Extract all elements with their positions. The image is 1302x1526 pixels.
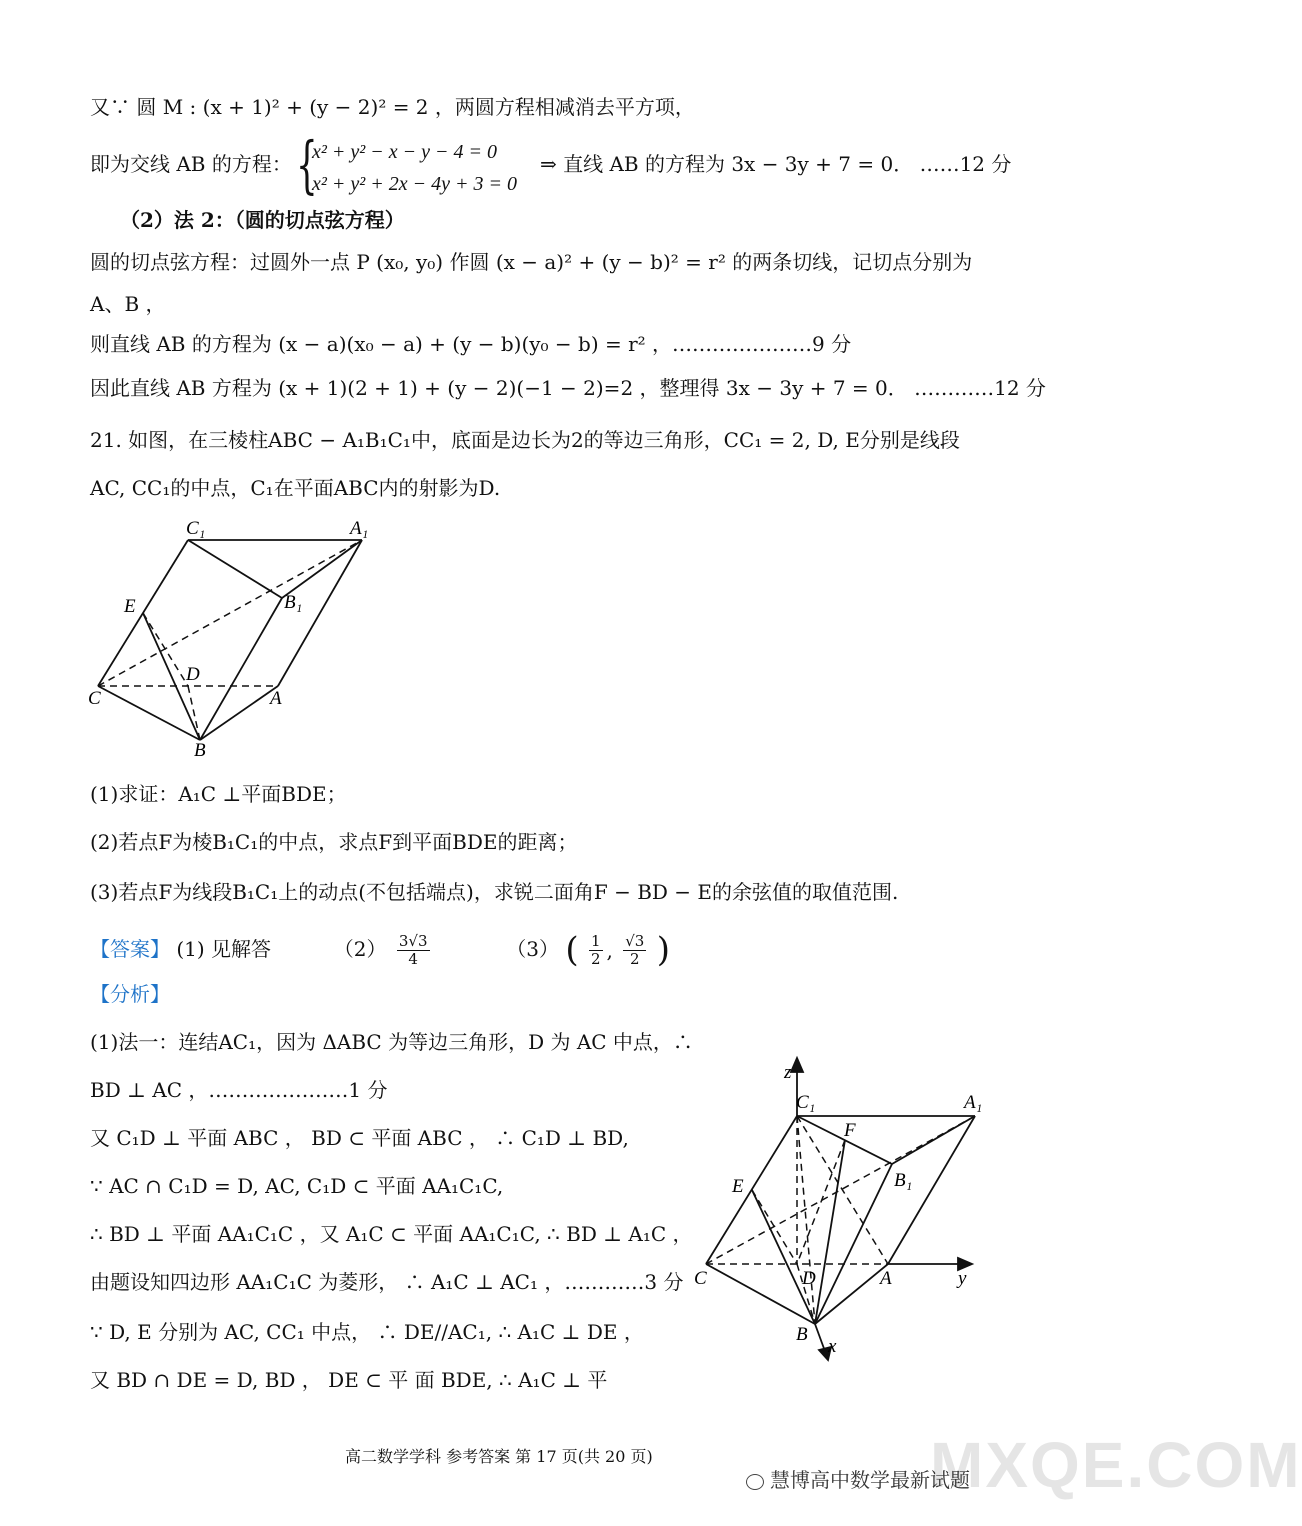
question-21-line1: 21. 如图，在三棱柱ABC − A₁B₁C₁中，底面是边长为2的等边三角形，CC₁ = 2, D, E分别是线段 [90,428,960,452]
line-intersection-prefix: 即为交线 AB 的方程： [90,152,292,176]
label-b: B [796,1324,808,1345]
label-a1: A₁ [350,518,369,539]
solution-line-2: BD ⊥ AC ，…………………1 分 [90,1078,388,1102]
answer-3-a-den: 2 [590,949,601,968]
line-circle-m: 又∵ 圆 M : (x + 1)² + (y − 2)² = 2 ，两圆方程相减消去平方项， [90,95,695,119]
label-d: D [186,664,200,685]
analysis-tag: 【分析】 [90,982,170,1006]
answer-tag: 【答案】 [90,936,170,961]
edge-eb [752,1190,815,1324]
edge-ab [200,686,278,740]
answer-2-den: 4 [408,949,418,968]
page-footer: 高二数学学科 参考答案 第 17 页(共 20 页) [345,1447,653,1466]
label-c: C [88,688,101,709]
label-a: A [880,1268,892,1289]
label-a1: A₁ [964,1092,983,1113]
wechat-icon [746,1474,764,1490]
solution-line-1: (1)法一：连结AC₁，因为 ΔABC 为等边三角形，D 为 AC 中点，∴ [90,1030,693,1054]
line-ab-general: 则直线 AB 的方程为 (x − a)(x₀ − a) + (y − b)(y₀ − b) = r² ，…………………9 分 [90,332,852,356]
edge-db-hidden [188,686,200,740]
question-21-line2: AC, CC₁的中点，C₁在平面ABC内的射影为D. [90,476,501,500]
answer-2-num: 3√3 [398,931,428,950]
edge-ed-hidden [143,613,188,686]
edge-ca1-hidden [98,540,362,686]
edge-a1a [278,540,362,686]
solution-line-3: 又 C₁D ⊥ 平面 ABC ， BD ⊂ 平面 ABC ， ∴ C₁D ⊥ BD, [90,1126,629,1150]
edge-b1b [200,598,282,740]
answer-3-fraction-a [589,933,603,969]
label-c1: C₁ [796,1092,816,1113]
label-b1: B₁ [284,592,303,613]
edge-ab [815,1264,888,1324]
label-e: E [732,1176,744,1197]
answer-1: (1) 见解答 [176,936,272,961]
label-y: y [958,1268,967,1289]
method2-heading: （2）法 2：（圆的切点弦方程） [120,208,405,232]
edge-cb [98,686,200,740]
line-tangent-chord: 圆的切点弦方程：过圆外一点 P (x₀, y₀) 作圆 (x − a)² + (y − b)² = r² 的两条切线，记切点分别为 [90,250,973,274]
prism-figure [80,512,400,772]
label-d: D [802,1268,816,1289]
label-b: B [194,740,206,761]
solution-line-8: 又 BD ∩ DE = D, BD ， DE ⊂ 平 面 BDE, ∴ A₁C ⊥ 平 [90,1368,608,1392]
answer-2-fraction [397,933,430,969]
label-c1: C₁ [186,518,206,539]
equation-1: x² + y² − x − y − 4 = 0 [312,141,497,163]
answer-3-label: （3） [506,936,559,961]
subquestion-3: (3)若点F为线段B₁C₁上的动点(不包括端点)，求锐二面角F − BD − E的余弦值的取值范围. [90,880,899,904]
line-intersection-result: ⇒ 直线 AB 的方程为 3x − 3y + 7 = 0． ……12 分 [540,152,1012,176]
equation-2: x² + y² + 2x − 4y + 3 = 0 [312,173,517,195]
watermark-logo: MXQE.COM [930,1429,1302,1501]
solution-line-4: ∵ AC ∩ C₁D = D, AC, C₁D ⊂ 平面 AA₁C₁C, [90,1174,504,1198]
label-e: E [124,596,136,617]
answer-3-b-num: √3 [625,931,645,950]
answer-3-fraction-b [623,933,646,969]
label-b1: B₁ [894,1170,913,1191]
watermark-text [746,1464,970,1493]
subquestion-2: (2)若点F为棱B₁C₁的中点，求点F到平面BDE的距离； [90,830,578,854]
label-z: z [784,1062,792,1083]
equation-system-brace: { [296,128,318,201]
label-c: C [694,1268,707,1289]
label-x: x [828,1336,837,1357]
line-tangent-points: A、B ， [90,292,166,316]
answer-2-label: （2） [333,936,387,961]
label-a: A [270,688,282,709]
edge-cb [706,1264,815,1324]
edge-c1b1 [188,540,282,598]
answer-3-a-num: 1 [590,931,601,950]
edge-fb [815,1140,845,1324]
line-ab-result: 因此直线 AB 方程为 (x + 1)(2 + 1) + (y − 2)(−1 − 2)=2 ，整理得 3x − 3y + 7 = 0． …………12 分 [90,376,1046,400]
answer-3-b-den: 2 [630,949,640,968]
solution-line-6: 由题设知四边形 AA₁C₁C 为菱形， ∴ A₁C ⊥ AC₁ ，…………3 分 [90,1270,684,1294]
solution-line-5: ∴ BD ⊥ 平面 AA₁C₁C ，又 A₁C ⊂ 平面 AA₁C₁C, ∴ BD ⊥ A₁C ， [90,1222,693,1246]
label-f: F [844,1120,856,1141]
watermark-label: 慧博高中数学最新试题 [770,1468,970,1492]
equation-system [312,136,517,200]
solution-line-7: ∵ D, E 分别为 AC, CC₁ 中点， ∴ DE//AC₁, ∴ A₁C ⊥ DE ， [90,1320,644,1344]
subquestion-1: (1)求证：A₁C ⊥平面BDE； [90,782,347,806]
answer-line: 【答案】 (1) 见解答 （2） $\frac{3√3}{4}$ （3） ( $\frac{1}{2}$ , $\frac{√3}{2}$ ) [90,930,670,970]
edge-a1b1 [282,540,362,598]
coordinate-figure [690,1058,990,1368]
z-arrow [791,1058,803,1072]
